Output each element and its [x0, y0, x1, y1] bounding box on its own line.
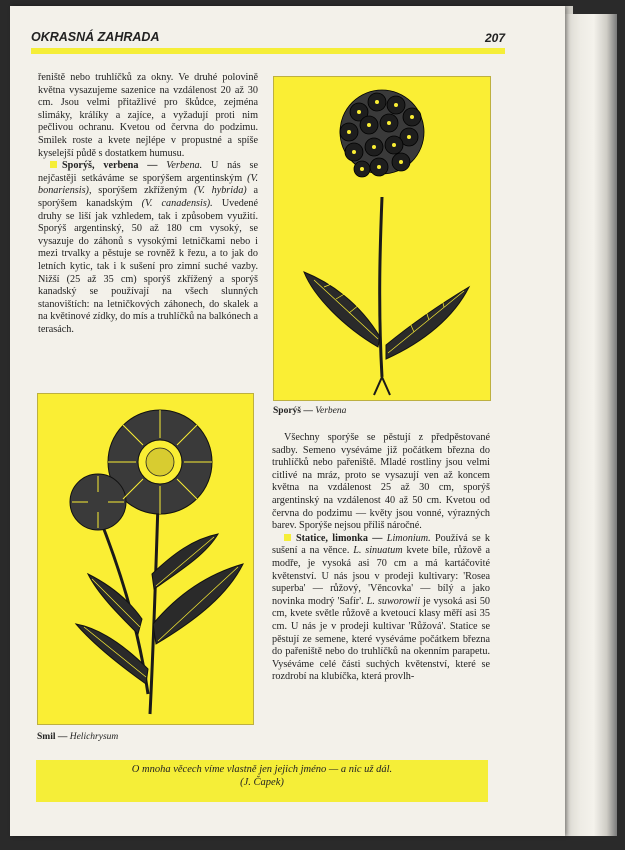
yellow-square-bullet-icon [284, 534, 291, 541]
left-column-text [38, 72, 258, 336]
verbena-caption: Sporýš — Verbena [273, 406, 347, 416]
helichrysum-flower-icon [38, 394, 253, 724]
quote-text: O mnoha věcech víme vlastně jen jejich jméno — a nic už dál. [131, 764, 393, 775]
verbena-illustration [273, 76, 491, 401]
verbena-flower-icon [274, 77, 490, 400]
paragraph-statice: Statice, limonka — Limonium. Používá se k sušení a na věnce. L. sinuatum kvete bíle, růžově a modře, je vysoká asi 70 cm a má kartáčovité květenství. U nás jsou v prodeji kultivary: 'Rosea superba' — růžový, 'Věncovka' — bílý a jako novinka modrý 'Safír'. L. suworowii je vysoká asi 50 cm, kvete světle růžově a kvetoucí klasy měří asi 35 cm. U nás je v prodeji kultivar 'Růžová'. Statice se pěstují ze semene, které vyséváme počátkem března do pařeniště nebo do truhlíčků na okenním parapetu. Vyséváme celé části suchých květenství, které se rozdrobí na klubíčka, která provlh- [272, 532, 491, 683]
paragraph-verbena-cultivation: Všechny sporýše se pěstují z předpěstované sadby. Semeno vyséváme již počátkem března do truhlíčků nebo pařeniště. Mladé rostliny jsou velmi citlivé na mráz, proto se vysazují ven až koncem května na vzdálenost 25 až 30 cm, sporýš argentinský na vzdálenost 40 až 50 cm. Kvetou od června do podzimu — květy jsou vonné, výrazných barev. Sporýše nejsou příliš náročné. [272, 432, 490, 532]
running-header [31, 24, 505, 50]
right-column-text [272, 432, 490, 684]
helichrysum-illustration [37, 393, 254, 725]
yellow-square-bullet-icon [50, 161, 57, 168]
paragraph-verbena: Sporýš, verbena — Verbena. U nás se nejčastěji setkáváme se sporýšem argentinským (V. bonariensis), sporýšem zkříženým (V. hybrida) a sporýšem kanadským (V. canadensis). Uvedené druhy se liší jak vzhledem, tak i způsobem využití. Sporýš argentinský, 50 až 180 cm vysoký, se vysazuje do záhonů s vysokými letničkami nebo i mezi trvalky a pěstuje se rovněž k řezu, a to jak do letních kytic, tak i k sušení pro zimní suché vazby. Nižší (25 až 35 cm) sporýš zkřížený a sporýš kanadský se používají na všech slunných stanovištích: na letničkových záhonech, do skalek a na květinové zídky, do mís a truhlíčků na balkónech a terasách. [38, 160, 259, 335]
header-yellow-rule [31, 48, 505, 54]
helichrysum-caption: Smil — Helichrysum [37, 732, 119, 742]
quote-box [36, 760, 488, 802]
page-number: 207 [484, 31, 505, 45]
quote-author: (J. Čapek) [240, 777, 284, 788]
book-page-edges [565, 14, 617, 836]
header-title: OKRASNÁ ZAHRADA [31, 30, 160, 44]
paragraph-smilek-care: řeniště nebo truhlíčků za okny. Ve druhé polovině května vysazujeme sazenice na vzdálenost 20 až 30 cm. Jsou velmi přitažlivé pro škůdce, zejména slimáky, králíky a zajíce, a vyžadují proti nim pečlivou ochranu. Kvetou od června do podzimu. Smilek roste a kvete nejlépe v propustné a spíše kyselejší půdě s dostatkem humusu. [38, 72, 258, 159]
